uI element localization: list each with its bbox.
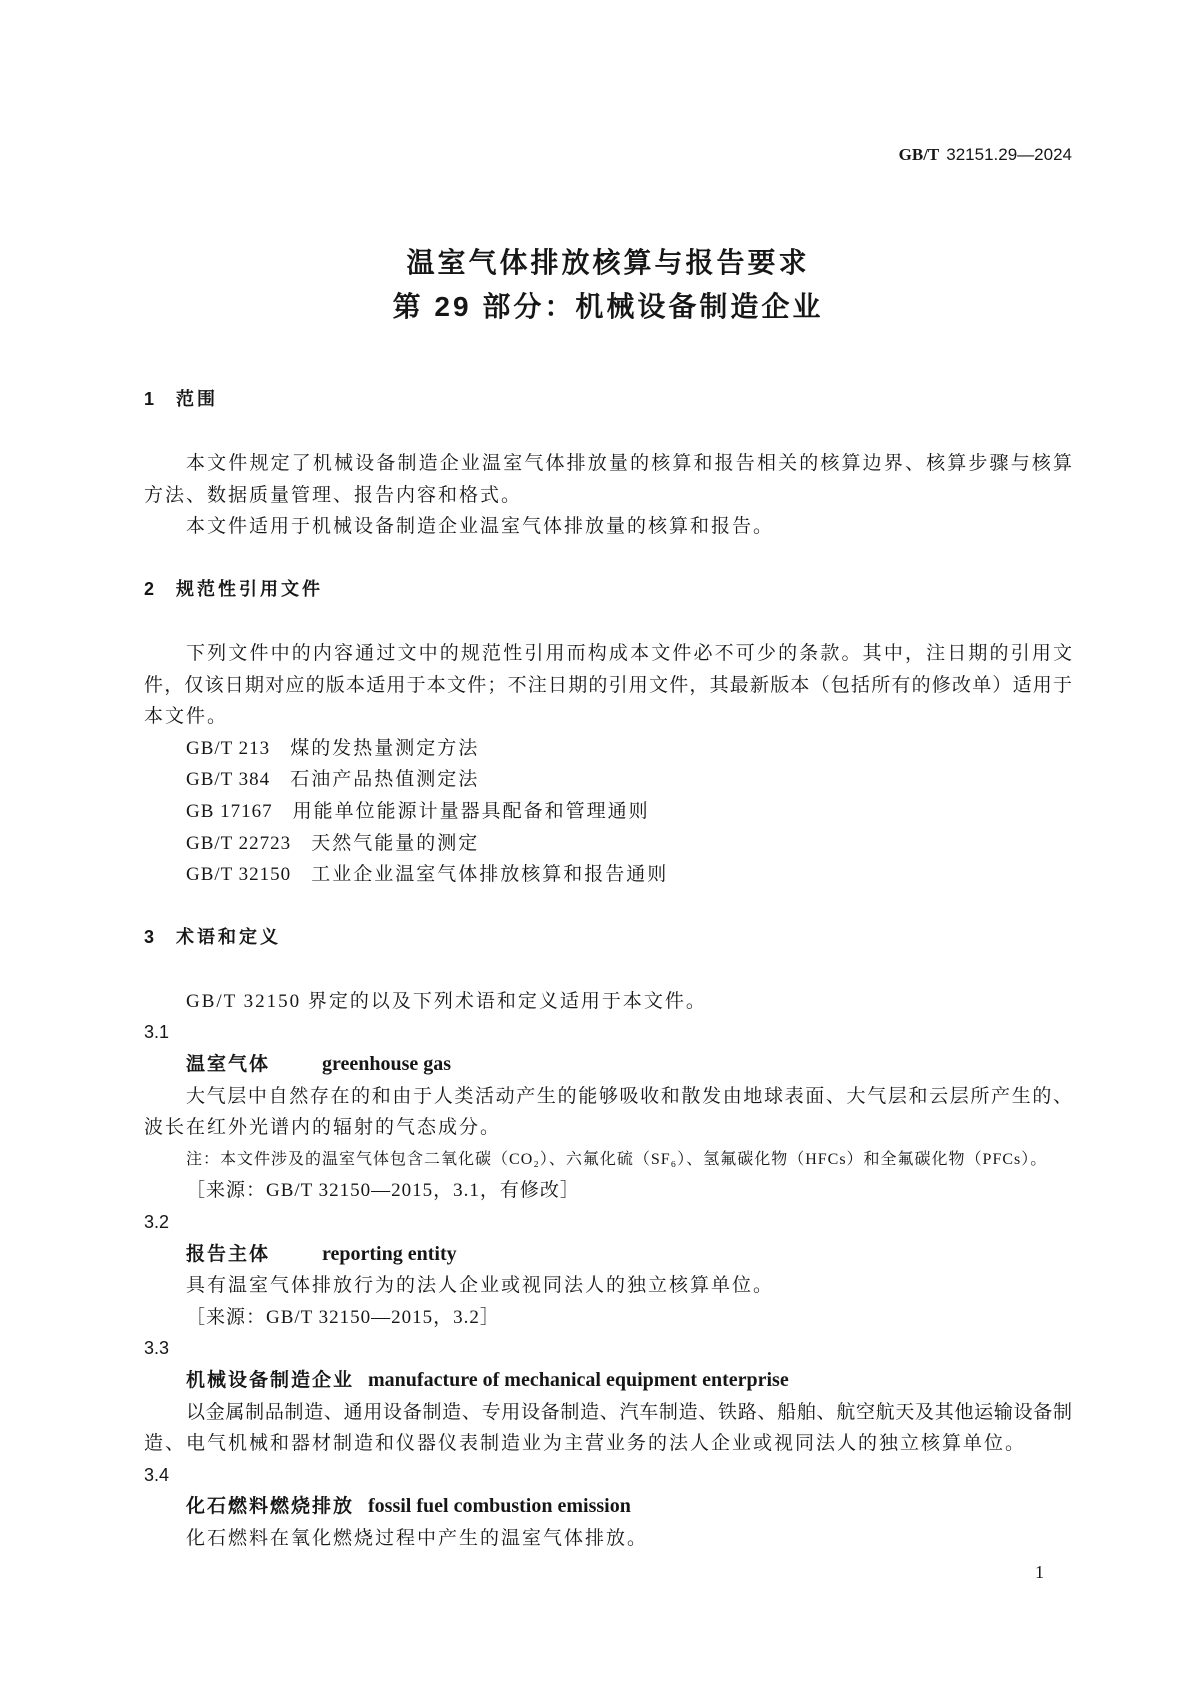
term-source: ［来源：GB/T 32150—2015，3.2］	[186, 1306, 500, 1328]
term-number: 3.4	[144, 1464, 170, 1485]
term-name-zh: 机械设备制造企业	[186, 1369, 355, 1391]
term-number: 3.1	[144, 1022, 170, 1043]
page-number: 1	[1035, 1562, 1044, 1582]
standard-code-number: 32151.29—2024	[946, 145, 1072, 164]
term-name-en: fossil fuel combustion emission	[368, 1495, 631, 1518]
term-name-zh: 化石燃料燃烧排放	[186, 1496, 355, 1518]
paragraph-line: 本文件适用于机械设备制造企业温室气体排放量的核算和报告。	[186, 516, 775, 538]
section-scope	[144, 384, 1072, 543]
reference-title: 煤的发热量测定方法	[290, 737, 480, 759]
term-name-en: manufacture of mechanical equipment enterprise	[368, 1368, 789, 1391]
note-text: 本文件涉及的温室气体包含二氧化碳（CO₂）、六氟化硫（SF₆）、氢氟碳化物（HFCs）和全氟碳化物（PFCs）。	[220, 1150, 1048, 1168]
definition-line: 造、电气机械和器材制造和仪器仪表制造业为主营业务的法人企业或视同法人的独立核算单位。	[144, 1433, 1027, 1455]
title-line-2: 第 29 部分：机械设备制造企业	[392, 291, 824, 322]
definition-line: 具有温室气体排放行为的法人企业或视同法人的独立核算单位。	[186, 1275, 775, 1297]
definition-line: 波长在红外光谱内的辐射的气态成分。	[144, 1117, 502, 1139]
reference-title: 天然气能量的测定	[311, 832, 480, 854]
section-title: 术语和定义	[176, 926, 281, 947]
reference-item	[144, 796, 1072, 828]
section-heading	[144, 922, 1072, 954]
term-entry	[144, 1365, 1072, 1397]
paragraph-line: 件，仅该日期对应的版本适用于本文件；不注日期的引用文件，其最新版本（包括所有的修改单）适用于	[144, 674, 1072, 696]
term-source: ［来源：GB/T 32150—2015，3.1，有修改］	[186, 1180, 580, 1202]
reference-code: GB/T 22723	[186, 832, 292, 854]
term-name-en: reporting entity	[322, 1242, 457, 1265]
section-terms-definitions	[144, 922, 1072, 1555]
standard-code-prefix: GB/T	[898, 145, 940, 164]
term-number: 3.2	[144, 1212, 170, 1233]
paragraph-line: 方法、数据质量管理、报告内容和格式。	[144, 484, 523, 506]
standard-code	[899, 145, 1072, 165]
definition-line: 以金属制品制造、通用设备制造、专用设备制造、汽车制造、铁路、船舶、航空航天及其他运输设备制	[186, 1401, 1072, 1423]
reference-code: GB/T 213	[186, 737, 271, 759]
definition-line: 化石燃料在氧化燃烧过程中产生的温室气体排放。	[186, 1527, 649, 1549]
paragraph-line: 本文件规定了机械设备制造企业温室气体排放量的核算和报告相关的核算边界、核算步骤与核算	[186, 452, 1072, 474]
term-entry	[144, 1049, 1072, 1081]
term-number: 3.3	[144, 1338, 170, 1359]
term-name-zh: 温室气体	[186, 1054, 271, 1076]
definition-line: 大气层中自然存在的和由于人类活动产生的能够吸收和散发由地球表面、大气层和云层所产生的、	[186, 1085, 1072, 1107]
term-entry	[144, 1491, 1072, 1523]
section-title: 规范性引用文件	[176, 578, 323, 599]
reference-code: GB/T 32150	[186, 864, 292, 886]
reference-item	[144, 764, 1072, 796]
note-label: 注：	[186, 1150, 221, 1168]
reference-code: GB 17167	[186, 800, 273, 822]
document-title	[144, 241, 1072, 329]
section-heading	[144, 574, 1072, 606]
section-heading	[144, 384, 1072, 416]
term-name-zh: 报告主体	[186, 1243, 271, 1265]
reference-item	[144, 733, 1072, 765]
section-title: 范围	[176, 389, 218, 409]
paragraph-line: GB/T 32150 界定的以及下列术语和定义适用于本文件。	[186, 990, 707, 1012]
document-body	[144, 384, 1072, 1555]
term-name-en: greenhouse gas	[322, 1053, 452, 1076]
term-entry	[144, 1239, 1072, 1271]
term-note	[144, 1144, 1072, 1176]
reference-item	[144, 859, 1072, 891]
reference-code: GB/T 384	[186, 769, 271, 791]
paragraph-line: 下列文件中的内容通过文中的规范性引用而构成本文件必不可少的条款。其中，注日期的引用文	[186, 642, 1072, 664]
paragraph-line: 本文件。	[144, 706, 229, 728]
reference-title: 用能单位能源计量器具配备和管理通则	[292, 800, 650, 822]
reference-title: 工业企业温室气体排放核算和报告通则	[311, 864, 669, 886]
section-number: 3	[144, 926, 155, 947]
reference-title: 石油产品热值测定法	[290, 769, 480, 791]
title-line-1: 温室气体排放核算与报告要求	[406, 247, 810, 278]
section-number: 1	[144, 389, 155, 409]
reference-item	[144, 828, 1072, 860]
section-normative-references	[144, 574, 1072, 891]
section-number: 2	[144, 578, 155, 599]
